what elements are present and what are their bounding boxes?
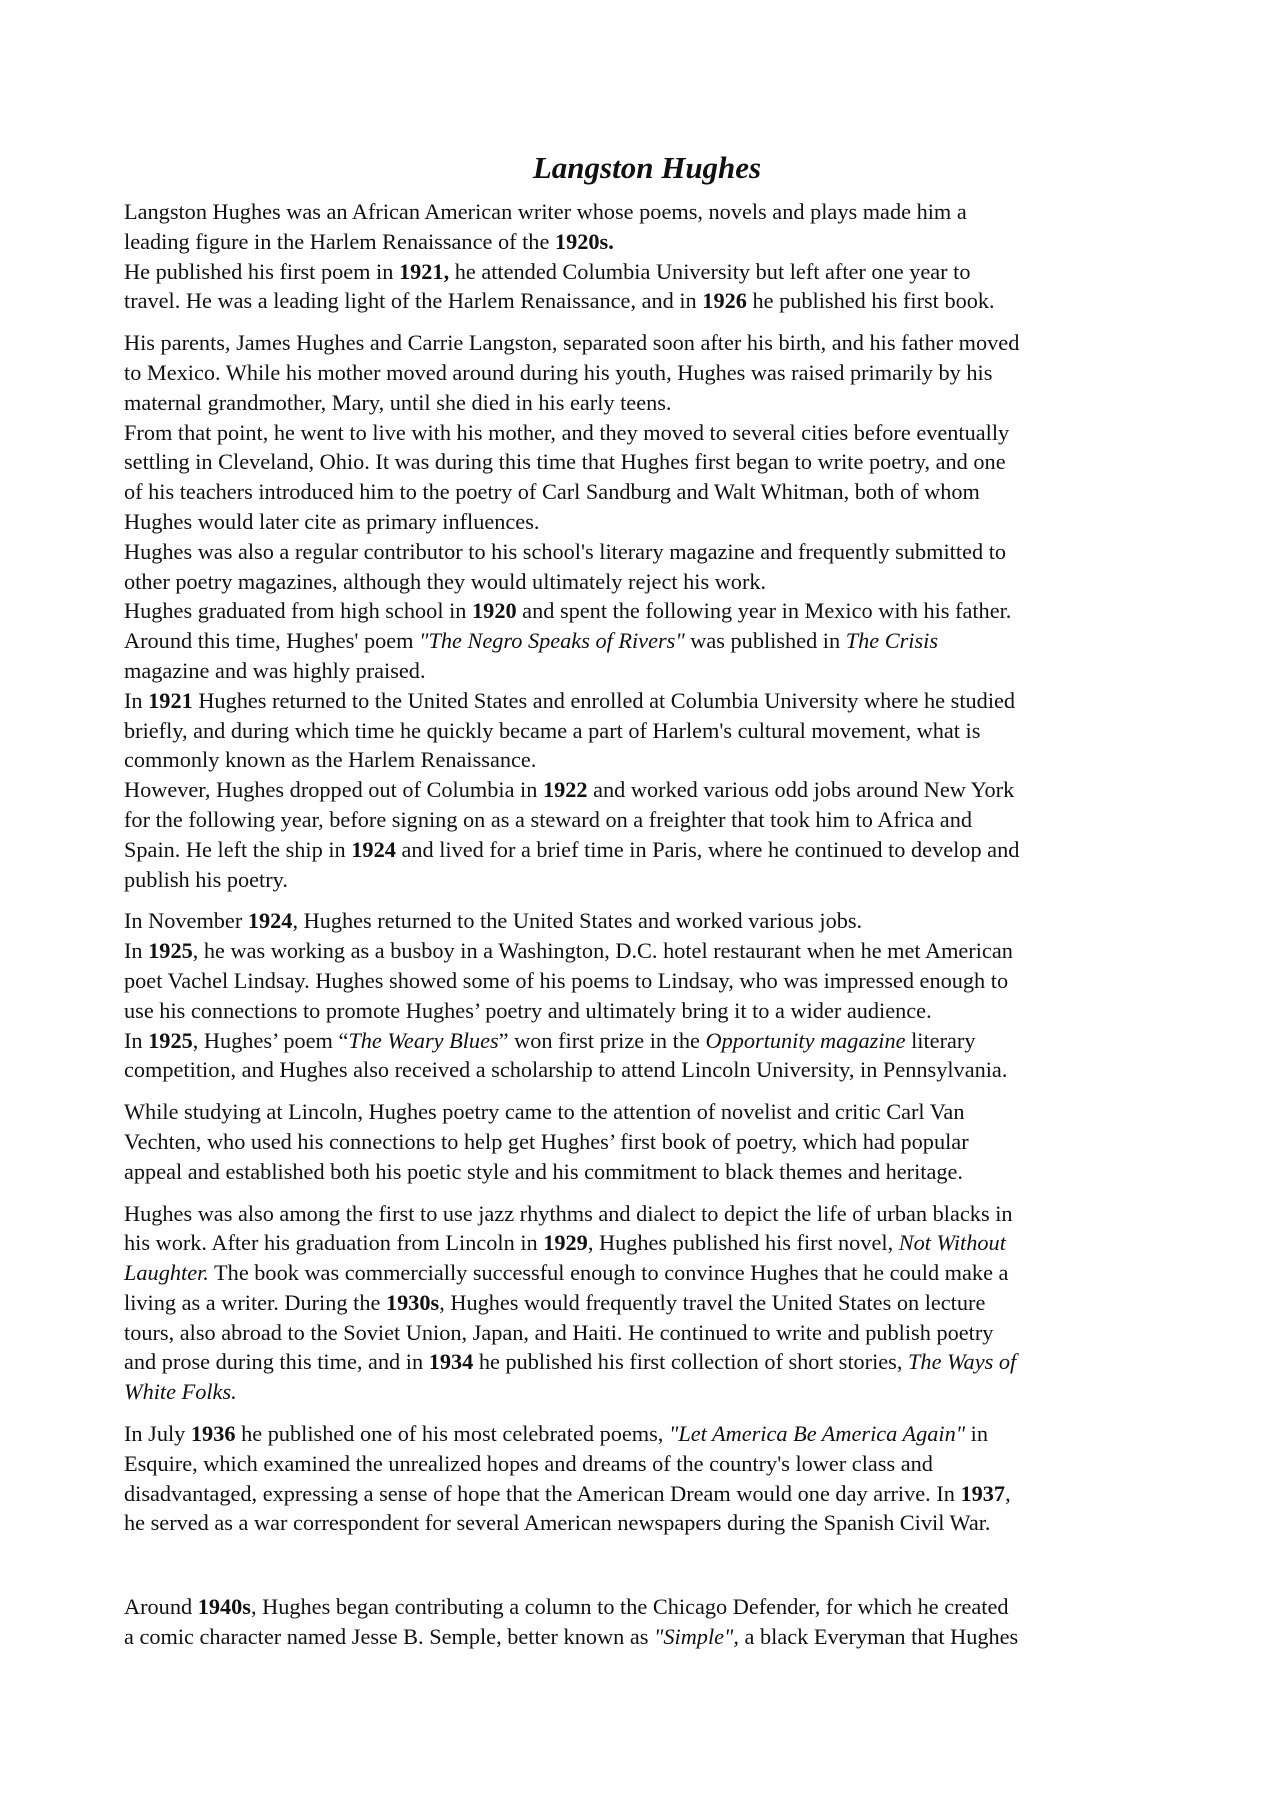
text-run: he published his first book. [746,288,995,314]
text-run: In [124,1027,149,1053]
text-run: a comic character named Jesse B. Semple, better known as [124,1624,654,1650]
italic-text: The Crisis [845,628,939,654]
document-title: Langston Hughes [532,150,762,185]
bold-text: 1920 [472,598,517,624]
text-line [124,1026,1170,1056]
text-run: ” won first prize in the [498,1027,706,1053]
text-line [124,197,1170,227]
text-run: The book was commercially successful enough to convince Hughes that he could make a [208,1260,1009,1286]
text-run: In [124,938,149,964]
bold-text: 1920s. [554,228,614,254]
text-run: Hughes was also among the first to use jazz rhythms and dialect to depict the life of urban blacks in [124,1200,1013,1226]
text-line [124,1288,1170,1318]
text-run: , [1005,1480,1011,1506]
text-run: use his connections to promote Hughes’ poetry and ultimately bring it to a wider audience. [124,997,932,1023]
text-run: poet Vachel Lindsay. Hughes showed some of his poems to Lindsay, who was impressed enough to [124,967,1009,993]
text-run: settling in Cleveland, Ohio. It was during this time that Hughes first began to write poetry, and one [124,449,1006,475]
text-run: Around this time, Hughes' poem [124,628,420,654]
text-run: However, Hughes dropped out of Columbia in [124,777,543,803]
text-run: a black Everyman that Hughes [738,1624,1019,1650]
text-run: He published his first poem in [124,258,399,284]
text-run: briefly, and during which time he quickly became a part of Harlem's cultural movement, what is [124,717,981,743]
paragraph [124,197,1170,316]
italic-text: Not Without [898,1230,1006,1256]
text-run: leading figure in the Harlem Renaissance of the [124,228,555,254]
text-line [124,286,1170,316]
text-run: his work. After his graduation from Lincoln in [124,1230,544,1256]
text-run: Around [124,1594,198,1620]
text-line [124,1377,1170,1407]
text-run: tours, also abroad to the Soviet Union, Japan, and Haiti. He continued to write and publish poetry [124,1319,994,1345]
italic-text: The Ways of [908,1349,1017,1375]
text-line [124,805,1170,835]
bold-text: 1926 [702,288,747,314]
text-run: disadvantaged, expressing a sense of hope that the American Dream would one day arrive. In [124,1480,961,1506]
bold-text: 1929 [543,1230,588,1256]
text-run: , Hughes would frequently travel the United States on lecture [439,1289,986,1315]
text-line [124,716,1170,746]
text-line [124,686,1170,716]
text-line [124,865,1170,895]
text-run: he served as a war correspondent for several American newspapers during the Spanish Civil War. [124,1510,991,1536]
text-line [124,996,1170,1026]
text-line [124,328,1170,358]
text-line [124,1449,1170,1479]
text-line [124,388,1170,418]
text-line [124,418,1170,448]
paragraph [124,328,1170,894]
paragraph [124,1592,1170,1652]
italic-text: "Let America Be America Again" [668,1421,966,1447]
text-line [124,1318,1170,1348]
bold-text: 1921 [148,687,193,713]
text-run: While studying at Lincoln, Hughes poetry came to the attention of novelist and critic Carl Van [124,1099,965,1125]
italic-text: "The Negro Speaks of Rivers" [419,628,685,654]
text-line [124,966,1170,996]
text-line [124,1199,1170,1229]
text-run: competition, and Hughes also received a scholarship to attend Lincoln University, in Pennsylvania. [124,1057,1008,1083]
text-run: In [124,687,149,713]
text-run: In July [124,1421,191,1447]
text-line [124,447,1170,477]
text-line [124,596,1170,626]
text-run: commonly known as the Harlem Renaissance. [124,747,537,773]
text-run: for the following year, before signing on as a steward on a freighter that took him to Africa and [124,806,972,832]
text-run: His parents, James Hughes and Carrie Langston, separated soon after his birth, and his father moved [124,330,1020,356]
text-run: Hughes was also a regular contributor to his school's literary magazine and frequently submitted to [124,538,1007,564]
paragraph [124,1199,1170,1408]
text-line [124,835,1170,865]
text-run: publish his poetry. [124,866,288,892]
text-run: he published one of his most celebrated poems, [235,1421,669,1447]
text-run: , Hughes began contributing a column to the Chicago Defender, for which he created [250,1594,1009,1620]
text-run: Hughes returned to the United States and enrolled at Columbia University where he studied [192,687,1016,713]
text-line [124,1479,1170,1509]
italic-text: "Simple", [653,1624,739,1650]
text-run: to Mexico. While his mother moved around during his youth, Hughes was raised primarily by his [124,359,993,385]
bold-text: 1934 [428,1349,474,1375]
paragraph [124,1097,1170,1186]
text-run: Langston Hughes was an African American writer whose poems, novels and plays made him a [124,199,967,224]
text-line [124,537,1170,567]
text-line [124,1592,1170,1622]
text-line [124,626,1170,656]
bold-text: 1940s [197,1594,251,1620]
text-run: maternal grandmother, Mary, until she died in his early teens. [124,389,672,415]
text-line [124,1055,1170,1085]
text-run: , he was working as a busboy in a Washington, D.C. hotel restaurant when he met American [192,938,1013,964]
paragraph [124,906,1170,1085]
text-run: , Hughes returned to the United States and worked various jobs. [292,908,863,934]
text-line [124,358,1170,388]
text-line [124,1508,1170,1538]
text-line [124,1419,1170,1449]
text-run: , Hughes’ poem “ [192,1027,349,1053]
italic-text: Opportunity magazine [705,1027,906,1053]
text-run: In November [124,908,248,934]
text-run: Hughes would later cite as primary influences. [124,508,540,534]
text-line [124,1347,1170,1377]
text-run: Hughes graduated from high school in [124,598,473,624]
text-line [124,1228,1170,1258]
bold-text: 1925 [148,938,193,964]
bold-text: 1925 [148,1027,193,1053]
text-run: he published his first collection of short stories, [473,1349,909,1375]
text-run: was published in [684,628,846,654]
text-run: literary [905,1027,976,1053]
text-run: Spain. He left the ship in [124,836,352,862]
text-line [124,1258,1170,1288]
text-run: and lived for a brief time in Paris, where he continued to develop and [395,836,1020,862]
bold-text: 1924 [247,908,293,934]
text-line [124,507,1170,537]
text-run: appeal and established both his poetic style and his commitment to black themes and heritage. [124,1158,964,1184]
text-run: living as a writer. During the [124,1289,386,1315]
bold-text: 1921, [398,258,450,284]
text-line [124,227,1170,257]
italic-text: White Folks. [124,1379,237,1405]
text-run: he attended Columbia University but left after one year to [449,258,971,284]
text-run: in [965,1421,989,1447]
text-run: Esquire, which examined the unrealized hopes and dreams of the country's lower class and [124,1450,933,1476]
text-run: Vechten, who used his connections to help get Hughes’ first book of poetry, which had popular [124,1128,969,1154]
text-run: of his teachers introduced him to the poetry of Carl Sandburg and Walt Whitman, both of whom [124,479,980,505]
text-run: , Hughes published his first novel, [587,1230,899,1256]
italic-text: The Weary Blues [348,1027,499,1053]
text-run: other poetry magazines, although they would ultimately reject his work. [124,568,767,594]
text-run: From that point, he went to live with his mother, and they moved to several cities before eventually [124,419,1010,445]
bold-text: 1922 [542,777,588,803]
text-run: and spent the following year in Mexico with his father. [516,598,1012,624]
bold-text: 1924 [351,836,396,862]
bold-text: 1936 [190,1421,236,1447]
text-line [124,1622,1170,1652]
text-run: magazine and was highly praised. [124,657,426,683]
text-line [124,775,1170,805]
text-line [124,745,1170,775]
text-run: travel. He was a leading light of the Harlem Renaissance, and in [124,288,703,314]
document-page [124,150,1170,1652]
text-line [124,1127,1170,1157]
text-line [124,257,1170,287]
bold-text: 1937 [960,1480,1006,1506]
text-line [124,906,1170,936]
text-run: and worked various odd jobs around New York [587,777,1015,803]
paragraph [124,1419,1170,1538]
italic-text: Laughter. [124,1260,209,1286]
text-line [124,936,1170,966]
text-line [124,567,1170,597]
text-line [124,656,1170,686]
bold-text: 1930s [385,1289,440,1315]
text-run: and prose during this time, and in [124,1349,429,1375]
text-line [124,1097,1170,1127]
document-body [124,197,1170,1652]
text-line [124,477,1170,507]
text-line [124,1157,1170,1187]
